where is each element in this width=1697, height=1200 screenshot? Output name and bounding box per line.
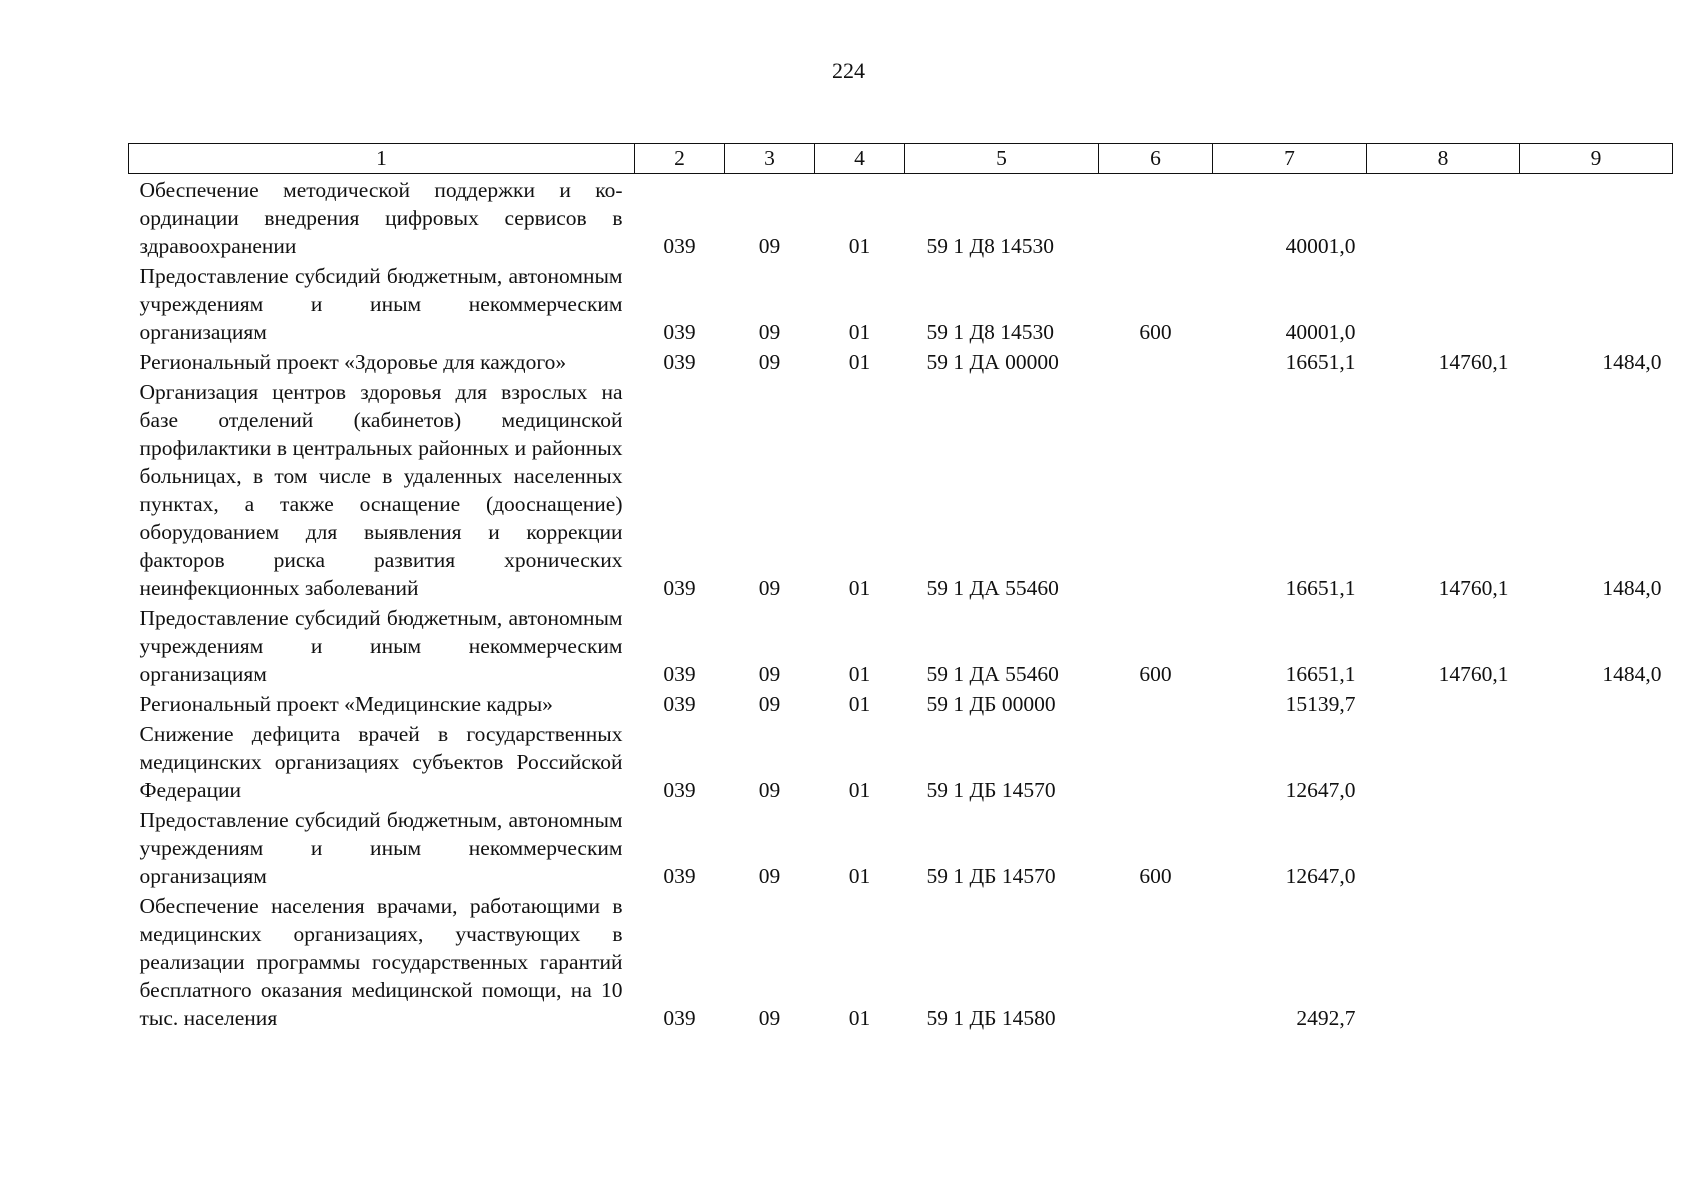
cell-target-article: 59 1 Д8 14530 bbox=[926, 234, 1055, 258]
cell-amount-col8 bbox=[1367, 718, 1520, 804]
cell-amount-col8 bbox=[1367, 260, 1520, 346]
cell-amount-col9 bbox=[1520, 890, 1673, 1032]
cell-section: 09 bbox=[758, 234, 781, 258]
cell-amount-col8 bbox=[1367, 804, 1520, 890]
cell-amount-col9: 1484,0 bbox=[1602, 662, 1662, 686]
cell-amount-col7: 2492,7 bbox=[1296, 1006, 1356, 1030]
cell-amount-col9 bbox=[1520, 174, 1673, 261]
cell-ministry-code: 039 bbox=[663, 576, 696, 600]
cell-target-article: 59 1 ДБ 00000 bbox=[926, 692, 1056, 716]
cell-amount-col8 bbox=[1367, 688, 1520, 718]
cell-amount-col8 bbox=[1367, 174, 1520, 261]
cell-section: 09 bbox=[758, 662, 781, 686]
cell-ministry-code: 039 bbox=[663, 320, 696, 344]
table-row bbox=[129, 346, 1673, 376]
table-row bbox=[129, 804, 1673, 890]
cell-section: 09 bbox=[758, 1006, 781, 1030]
cell-amount-col9 bbox=[1520, 804, 1673, 890]
cell-subsection: 01 bbox=[848, 320, 871, 344]
table-row bbox=[129, 688, 1673, 718]
cell-amount-col7: 16651,1 bbox=[1285, 662, 1356, 686]
cell-amount-col8: 14760,1 bbox=[1438, 350, 1509, 374]
cell-expense-type bbox=[1099, 890, 1213, 1032]
cell-ministry-code: 039 bbox=[663, 1006, 696, 1030]
cell-amount-col7: 16651,1 bbox=[1285, 576, 1356, 600]
cell-ministry-code: 039 bbox=[663, 234, 696, 258]
cell-expense-type bbox=[1099, 174, 1213, 261]
cell-ministry-code: 039 bbox=[663, 864, 696, 888]
cell-subsection: 01 bbox=[848, 1006, 871, 1030]
cell-amount-col8: 14760,1 bbox=[1438, 576, 1509, 600]
table-row bbox=[129, 260, 1673, 346]
budget-table bbox=[128, 143, 1673, 1032]
header-row bbox=[129, 144, 1673, 174]
table-row bbox=[129, 376, 1673, 602]
column-header-5: 5 bbox=[905, 144, 1099, 174]
item-name: Региональный проект «Здоровье для каждого» bbox=[139, 350, 567, 374]
cell-amount-col7: 15139,7 bbox=[1285, 692, 1356, 716]
cell-ministry-code: 039 bbox=[663, 662, 696, 686]
cell-expense-type: 600 bbox=[1139, 662, 1172, 686]
item-name: Предоставление субсидий бюджетным, автономным учреждениям и иным некоммерческим организациям bbox=[139, 264, 623, 344]
column-header-7: 7 bbox=[1213, 144, 1367, 174]
cell-target-article: 59 1 Д8 14530 bbox=[926, 320, 1055, 344]
cell-section: 09 bbox=[758, 864, 781, 888]
cell-subsection: 01 bbox=[848, 692, 871, 716]
cell-expense-type: 600 bbox=[1139, 864, 1172, 888]
cell-amount-col7: 12647,0 bbox=[1285, 864, 1356, 888]
cell-subsection: 01 bbox=[848, 864, 871, 888]
cell-section: 09 bbox=[758, 576, 781, 600]
cell-expense-type bbox=[1099, 718, 1213, 804]
item-name: Предоставление субсидий бюджетным, автономным учреждениям и иным некоммерческим организациям bbox=[139, 606, 623, 686]
table-row bbox=[129, 174, 1673, 261]
cell-subsection: 01 bbox=[848, 576, 871, 600]
cell-target-article: 59 1 ДА 00000 bbox=[926, 350, 1059, 374]
table-header bbox=[129, 144, 1673, 174]
cell-subsection: 01 bbox=[848, 662, 871, 686]
table-row bbox=[129, 890, 1673, 1032]
cell-amount-col7: 40001,0 bbox=[1285, 234, 1356, 258]
cell-target-article: 59 1 ДА 55460 bbox=[926, 576, 1059, 600]
column-header-1: 1 bbox=[129, 144, 635, 174]
cell-ministry-code: 039 bbox=[663, 778, 696, 802]
cell-amount-col8: 14760,1 bbox=[1438, 662, 1509, 686]
cell-amount-col9: 1484,0 bbox=[1602, 576, 1662, 600]
cell-amount-col9 bbox=[1520, 260, 1673, 346]
cell-section: 09 bbox=[758, 320, 781, 344]
column-header-6: 6 bbox=[1099, 144, 1213, 174]
cell-ministry-code: 039 bbox=[663, 350, 696, 374]
table-row bbox=[129, 602, 1673, 688]
page-number: 224 bbox=[832, 58, 865, 83]
cell-ministry-code: 039 bbox=[663, 692, 696, 716]
cell-amount-col7: 16651,1 bbox=[1285, 350, 1356, 374]
table-row bbox=[129, 718, 1673, 804]
cell-amount-col9 bbox=[1520, 718, 1673, 804]
cell-expense-type: 600 bbox=[1139, 320, 1172, 344]
cell-section: 09 bbox=[758, 350, 781, 374]
cell-amount-col8 bbox=[1367, 890, 1520, 1032]
cell-expense-type bbox=[1099, 376, 1213, 602]
cell-section: 09 bbox=[758, 778, 781, 802]
cell-target-article: 59 1 ДБ 14570 bbox=[926, 778, 1056, 802]
column-header-4: 4 bbox=[815, 144, 905, 174]
table-body bbox=[129, 174, 1673, 1033]
cell-amount-col9: 1484,0 bbox=[1602, 350, 1662, 374]
cell-amount-col7: 12647,0 bbox=[1285, 778, 1356, 802]
column-header-9: 9 bbox=[1520, 144, 1673, 174]
item-name: Региональный проект «Медицинские кадры» bbox=[139, 692, 553, 716]
cell-subsection: 01 bbox=[848, 350, 871, 374]
cell-target-article: 59 1 ДБ 14580 bbox=[926, 1006, 1056, 1030]
cell-subsection: 01 bbox=[848, 778, 871, 802]
cell-amount-col7: 40001,0 bbox=[1285, 320, 1356, 344]
cell-section: 09 bbox=[758, 692, 781, 716]
item-name: Предоставление субсидий бюджетным, автономным учреждениям и иным некоммерческим организациям bbox=[139, 808, 623, 888]
item-name: Обеспечение населения врачами, работающими в медицинских организациях, участвующих в реализации программы государственных гарантий бесплатного оказания меdицинской помощи, на 10 тыс. населения bbox=[139, 894, 623, 1030]
cell-amount-col9 bbox=[1520, 688, 1673, 718]
cell-target-article: 59 1 ДБ 14570 bbox=[926, 864, 1056, 888]
column-header-2: 2 bbox=[635, 144, 725, 174]
cell-expense-type bbox=[1099, 688, 1213, 718]
column-header-8: 8 bbox=[1367, 144, 1520, 174]
column-header-3: 3 bbox=[725, 144, 815, 174]
cell-expense-type bbox=[1099, 346, 1213, 376]
cell-target-article: 59 1 ДА 55460 bbox=[926, 662, 1059, 686]
item-name: Снижение дефицита врачей в государственных медицинских организациях субъектов Российской Федерации bbox=[139, 722, 623, 802]
cell-subsection: 01 bbox=[848, 234, 871, 258]
item-name: Организация центров здоровья для взрослых на базе отделений (кабинетов) медицинской профилактики в центральных районных и районных больницах, в том числе в удаленных населенных пунктах, а также оснащение (дооснащение) оборудованием для выявления и коррекции факторов риска развития хронических неинфекционных заболеваний bbox=[139, 380, 623, 600]
item-name: Обеспечение методической поддержки и координации внедрения цифровых сервисов в здравоохранении bbox=[139, 178, 623, 258]
